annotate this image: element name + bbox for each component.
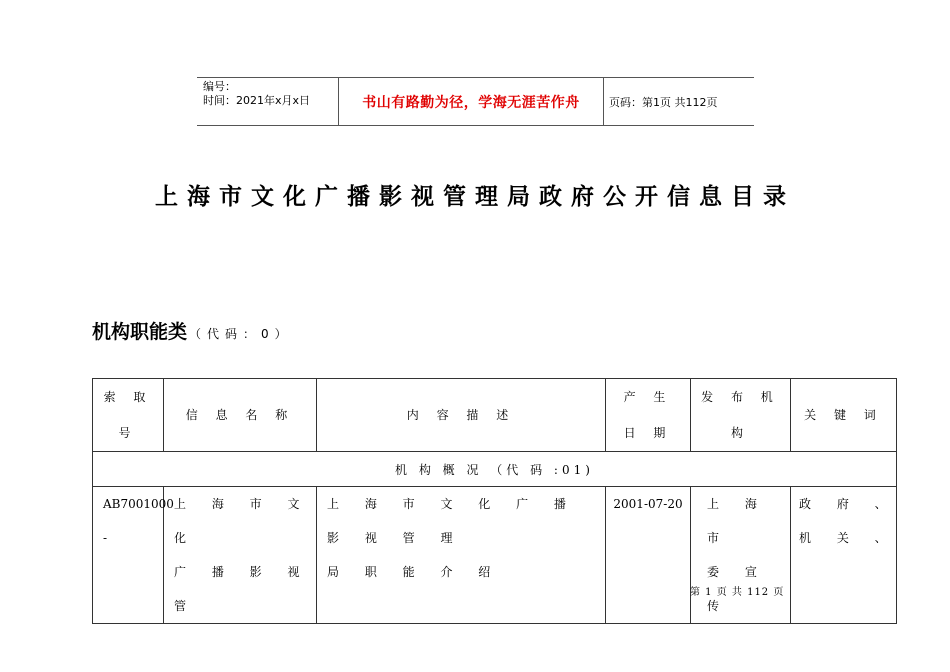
header-index: 索 取 号 (93, 379, 164, 452)
page-header (197, 77, 754, 126)
section-name: 机构职能类 (92, 321, 188, 343)
section-heading (92, 317, 293, 344)
time-label: 时间：2021年x月x日 (203, 94, 311, 107)
page-footer: 第 1 页 共 112 页 (690, 587, 785, 598)
header-motto: 书山有路勤为径，学海无涯苦作舟 (338, 78, 604, 125)
table-row (93, 487, 897, 624)
header-description: 内 容 描 述 (317, 379, 606, 452)
header-page-info: 页码：第1页 共112页 (609, 95, 718, 109)
header-keywords: 关 键 词 (791, 379, 897, 452)
header-publisher: 发 布 机 构 (691, 379, 791, 452)
cell-publisher: 上 海 市 委 宣 传 (691, 487, 791, 624)
number-label: 编号： (203, 80, 236, 93)
cell-description: 上 海 市 文 化 广 播 影 视 管 理 局 职 能 介 绍 (317, 487, 606, 624)
header-name: 信 息 名 称 (164, 379, 317, 452)
category-row (93, 452, 897, 487)
category-label: 机 构 概 况 （代 码 :01) (93, 452, 897, 487)
cell-keywords: 政 府 、 机 关 、 (791, 487, 897, 624)
header-date: 产 生 日 期 (606, 379, 691, 452)
cell-date: 2001-07-20 (606, 487, 691, 624)
table-header-row (93, 379, 897, 452)
document-title: 上海市文化广播影视管理局政府公开信息目录 (155, 184, 795, 210)
header-meta (203, 80, 310, 108)
section-code: （代码：0） (189, 327, 293, 341)
cell-index: AB7001000 - (93, 487, 164, 624)
cell-name: 上 海 市 文 化 广 播 影 视 管 (164, 487, 317, 624)
